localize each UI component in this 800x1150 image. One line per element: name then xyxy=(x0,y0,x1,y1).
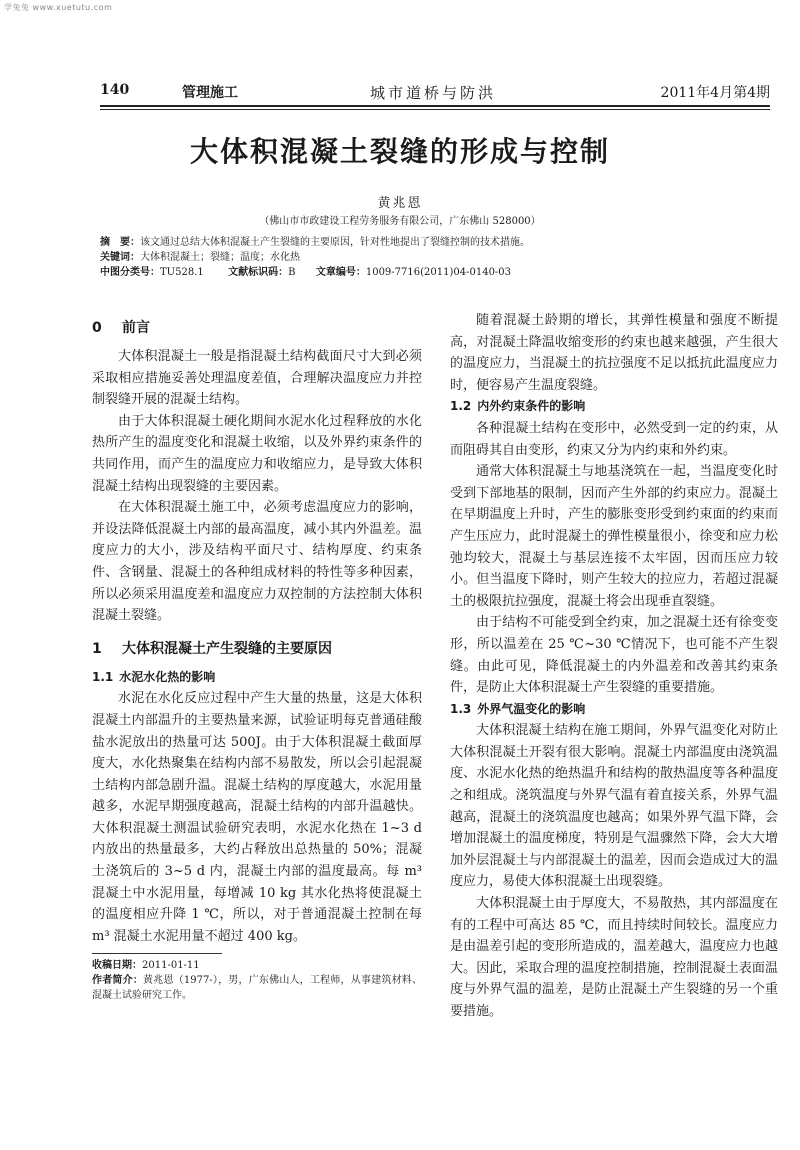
paragraph: 通常大体积混凝土与地基浇筑在一起，当温度变化时受到下部地基的限制，因而产生外部的约束应力。混凝土在早期温度上升时，产生的膨胀变形受到约束面的约束而产生压应力，此时混凝土的弹性模量很小，徐变和应力松弛均较大，混凝土与基层连接不太牢固，因而压应力较小。但当温度下降时，则产生较大的拉应力，若超过混凝土的极限抗拉强度，混凝土将会出现垂直裂缝。 xyxy=(450,464,778,609)
paragraph: 大体积混凝土一般是指混凝土结构截面尺寸大到必须采取相应措施妥善处理温度差值，合理解决温度应力并控制裂缝开展的混凝土结构。 xyxy=(92,349,422,408)
left-column xyxy=(92,310,422,1003)
subsection-heading xyxy=(92,667,422,689)
paragraph: 大体积混凝土由于厚度大，不易散热，其内部温度在有的工程中可高达 85 ℃，而且持续时间较长。温度应力是由温差引起的变形所造成的，温差越大，温度应力也越大。因此，采取合理的温度控制措施，控制混凝土表面温度与外界气温的温差，是防止混凝土产生裂缝的另一个重要措施。 xyxy=(450,896,778,1019)
column-name: 管理施工 xyxy=(182,85,238,101)
paragraph: 大体积混凝土结构在施工期间，外界气温变化对防止大体积混凝土开裂有很大影响。混凝土内部温度由浇筑温度、水泥水化热的绝热温升和结构的散热温度等各种温度之和组成。浇筑温度与外界气温有着直接关系，外界气温越高，混凝土的浇筑温度也越高；如果外界气温下降，会增加混凝土的温度梯度，特别是气温骤然下降，会大大增加外层混凝土与内部混凝土的温差，因而会造成过大的温度应力，易使大体积混凝土出现裂缝。 xyxy=(450,723,778,890)
paragraph: 由于大体积混凝土硬化期间水泥水化过程释放的水化热所产生的温度变化和混凝土收缩，以及外界约束条件的共同作用，而产生的温度应力和收缩应力，是导致大体积混凝土结构出现裂缝的主要因素。 xyxy=(92,413,422,494)
doc-code-label: 文献标识码： xyxy=(228,267,289,278)
classification-line xyxy=(100,266,760,280)
footnote-rule xyxy=(92,953,222,954)
abstract xyxy=(100,236,760,250)
keywords-text: 大体积混凝土；裂缝；温度；水化热 xyxy=(140,252,300,263)
watermark: 学兔兔 www.xuetutu.com xyxy=(4,3,113,12)
paragraph: 各种混凝土结构在变形中，必然受到一定的约束，从而阻碍其自由变形，约束又分为内约束和外约束。 xyxy=(450,420,778,458)
clc-value: TU528.1 xyxy=(160,267,204,278)
running-header xyxy=(100,82,770,104)
subsection-number: 1.1 xyxy=(92,669,114,684)
header-rule-thick xyxy=(100,105,770,107)
paragraph: 在大体积混凝土施工中，必须考虑温度应力的影响，并设法降低混凝土内部的最高温度，减小其内外温差。温度应力的大小，涉及结构平面尺寸、结构厚度、约束条件、含钢量、混凝土的各种组成材料的特性等多种因素，所以必须采用温度差和温度应力双控制的方法控制大体积混凝土裂缝。 xyxy=(92,500,422,624)
issue-info: 2011年4月第4期 xyxy=(660,85,770,101)
section-number: 1 xyxy=(92,640,102,657)
keywords-label: 关键词： xyxy=(100,252,140,263)
journal-name: 城市道桥与防洪 xyxy=(370,84,497,102)
abstract-label: 摘 要： xyxy=(100,237,140,248)
subsection-title: 水泥水化热的影响 xyxy=(119,669,216,684)
paragraph: 随着混凝土龄期的增长，其弹性模量和强度不断提高，对混凝土降温收缩变形的约束也越来越强，产生很大的温度应力，当混凝土的抗拉强度不足以抵抗此温度应力时，便容易产生温度裂缝。 xyxy=(450,313,778,393)
author-name: 黄兆恩 xyxy=(377,196,423,211)
article-no-value: 1009-7716(2011)04-0140-03 xyxy=(365,267,512,278)
subsection-heading xyxy=(450,396,778,418)
header-rule-thin xyxy=(100,109,770,110)
subsection-heading xyxy=(450,699,778,721)
section-title: 前言 xyxy=(122,320,150,336)
paragraph: 水泥在水化反应过程中产生大量的热量，这是大体积混凝土内部温升的主要热量来源，试验证明每克普通硅酸盐水泥放出的热量可达 500J。由于大体积混凝土截面厚度大，水化热聚集在结构内部不易散发，所以会引起混凝土结构内部急剧升温。混凝土结构的厚度越大，水泥用量越多，水泥早期强度越高，混凝土结构的内部升温越快。大体积混凝土测温试验研究表明，水泥水化热在 1~3 d 内放出的热量最多，大约占释放出总热量的 50%；混凝土浇筑后的 3~5 d 内，混凝土内部的温度最高。每 m³ 混凝土中水泥用量，每增减 10 kg 其水化热将使混凝土的温度相应升降 1 ℃，所以，对于普通混凝土控制在每 m³ 混凝土水泥用量不超过 400 kg。 xyxy=(92,691,422,944)
right-column xyxy=(450,310,778,1023)
subsection-number: 1.3 xyxy=(450,701,472,716)
section-number: 0 xyxy=(92,320,102,336)
article-no-label: 文章编号： xyxy=(315,267,366,278)
doc-code-value: B xyxy=(288,267,296,278)
abstract-text: 该文通过总结大体积混凝土产生裂缝的主要原因，针对性地提出了裂缝控制的技术措施。 xyxy=(140,237,530,248)
subsection-number: 1.2 xyxy=(450,399,472,414)
section-heading xyxy=(92,637,422,661)
section-heading xyxy=(92,316,422,340)
subsection-title: 外界气温变化的影响 xyxy=(477,701,586,716)
page-number: 140 xyxy=(100,82,130,98)
keywords xyxy=(100,251,760,265)
section-title: 大体积混凝土产生裂缝的主要原因 xyxy=(122,640,332,657)
clc-label: 中图分类号： xyxy=(100,267,160,278)
author-affiliation: （佛山市市政建设工程劳务服务有限公司，广东佛山 528000） xyxy=(259,216,541,227)
article-title: 大体积混凝土裂缝的形成与控制 xyxy=(189,135,610,168)
author-bio: 作者简介：黄兆恩（1977-），男，广东佛山人，工程师，从事建筑材料、混凝土试验研究工作。 xyxy=(92,975,423,1002)
paragraph: 由于结构不可能受到全约束，加之混凝土还有徐变变形，所以温差在 25 ℃~30 ℃情况下，也可能不产生裂缝。由此可见，降低混凝土的内外温差和改善其约束条件，是防止大体积混凝土产生裂缝的重要措施。 xyxy=(450,615,778,696)
subsection-title: 内外约束条件的影响 xyxy=(477,399,586,414)
received-date: 收稿日期：2011-01-11 xyxy=(92,960,200,972)
